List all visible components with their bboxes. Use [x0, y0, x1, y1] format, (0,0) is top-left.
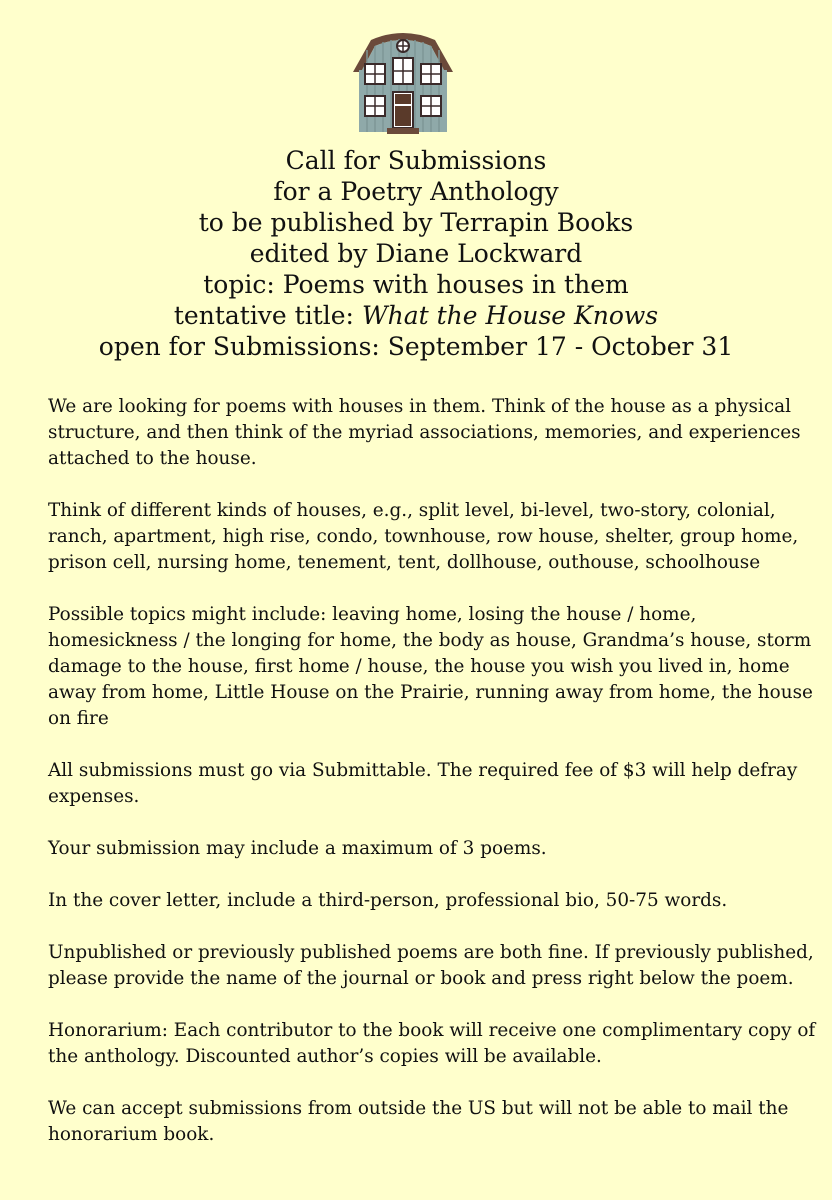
header-topic: topic: Poems with houses in them: [203, 270, 629, 299]
announcement-header: [0, 145, 832, 362]
submission-guidelines: [48, 394, 818, 1174]
paragraph-house-kinds: Think of different kinds of houses, e.g., split level, bi-level, two-story, colonial, ranch, apartment, high rise, condo, townhouse, row house, shelter, group home, prison cell, nursing home, tenement, tent, dollhouse, outhouse, schoolhouse: [48, 500, 799, 573]
paragraph-international: We can accept submissions from outside the US but will not be able to mail the honorarium book.: [48, 1098, 789, 1145]
header-editor: edited by Diane Lockward: [249, 239, 583, 268]
header-publisher: to be published by Terrapin Books: [198, 208, 634, 237]
header-title: Call for Submissions: [285, 146, 547, 175]
paragraph-max-poems: Your submission may include a maximum of 3 poems.: [48, 838, 547, 859]
paragraph-submittable: All submissions must go via Submittable. The required fee of $3 will help defray expenses.: [48, 760, 798, 807]
house-icon: [349, 28, 457, 136]
paragraph-intro: We are looking for poems with houses in them. Think of the house as a physical structure, and then think of the myriad associations, memories, and experiences attached to the house.: [48, 396, 801, 469]
paragraph-topics: Possible topics might include: leaving home, losing the house / home, homesickness / the longing for home, the body as house, Grandma’s house, storm damage to the house, first home / house, the house you wish you lived in, home away from home, Little House on the Prairie, running away from home, the house on fire: [48, 604, 813, 729]
tentative-title-prefix: tentative title:: [173, 301, 362, 330]
paragraph-bio: In the cover letter, include a third-person, professional bio, 50-75 words.: [48, 890, 728, 911]
header-tentative-title: [0, 300, 832, 331]
header-dates: open for Submissions: September 17 - October 31: [98, 332, 734, 361]
header-subtitle: for a Poetry Anthology: [273, 177, 559, 206]
tentative-title-name: What the House Knows: [361, 301, 659, 330]
paragraph-published: Unpublished or previously published poems are both fine. If previously published, please provide the name of the journal or book and press right below the poem.: [48, 942, 814, 989]
paragraph-honorarium: Honorarium: Each contributor to the book will receive one complimentary copy of the anthology. Discounted author’s copies will be available.: [48, 1020, 816, 1067]
